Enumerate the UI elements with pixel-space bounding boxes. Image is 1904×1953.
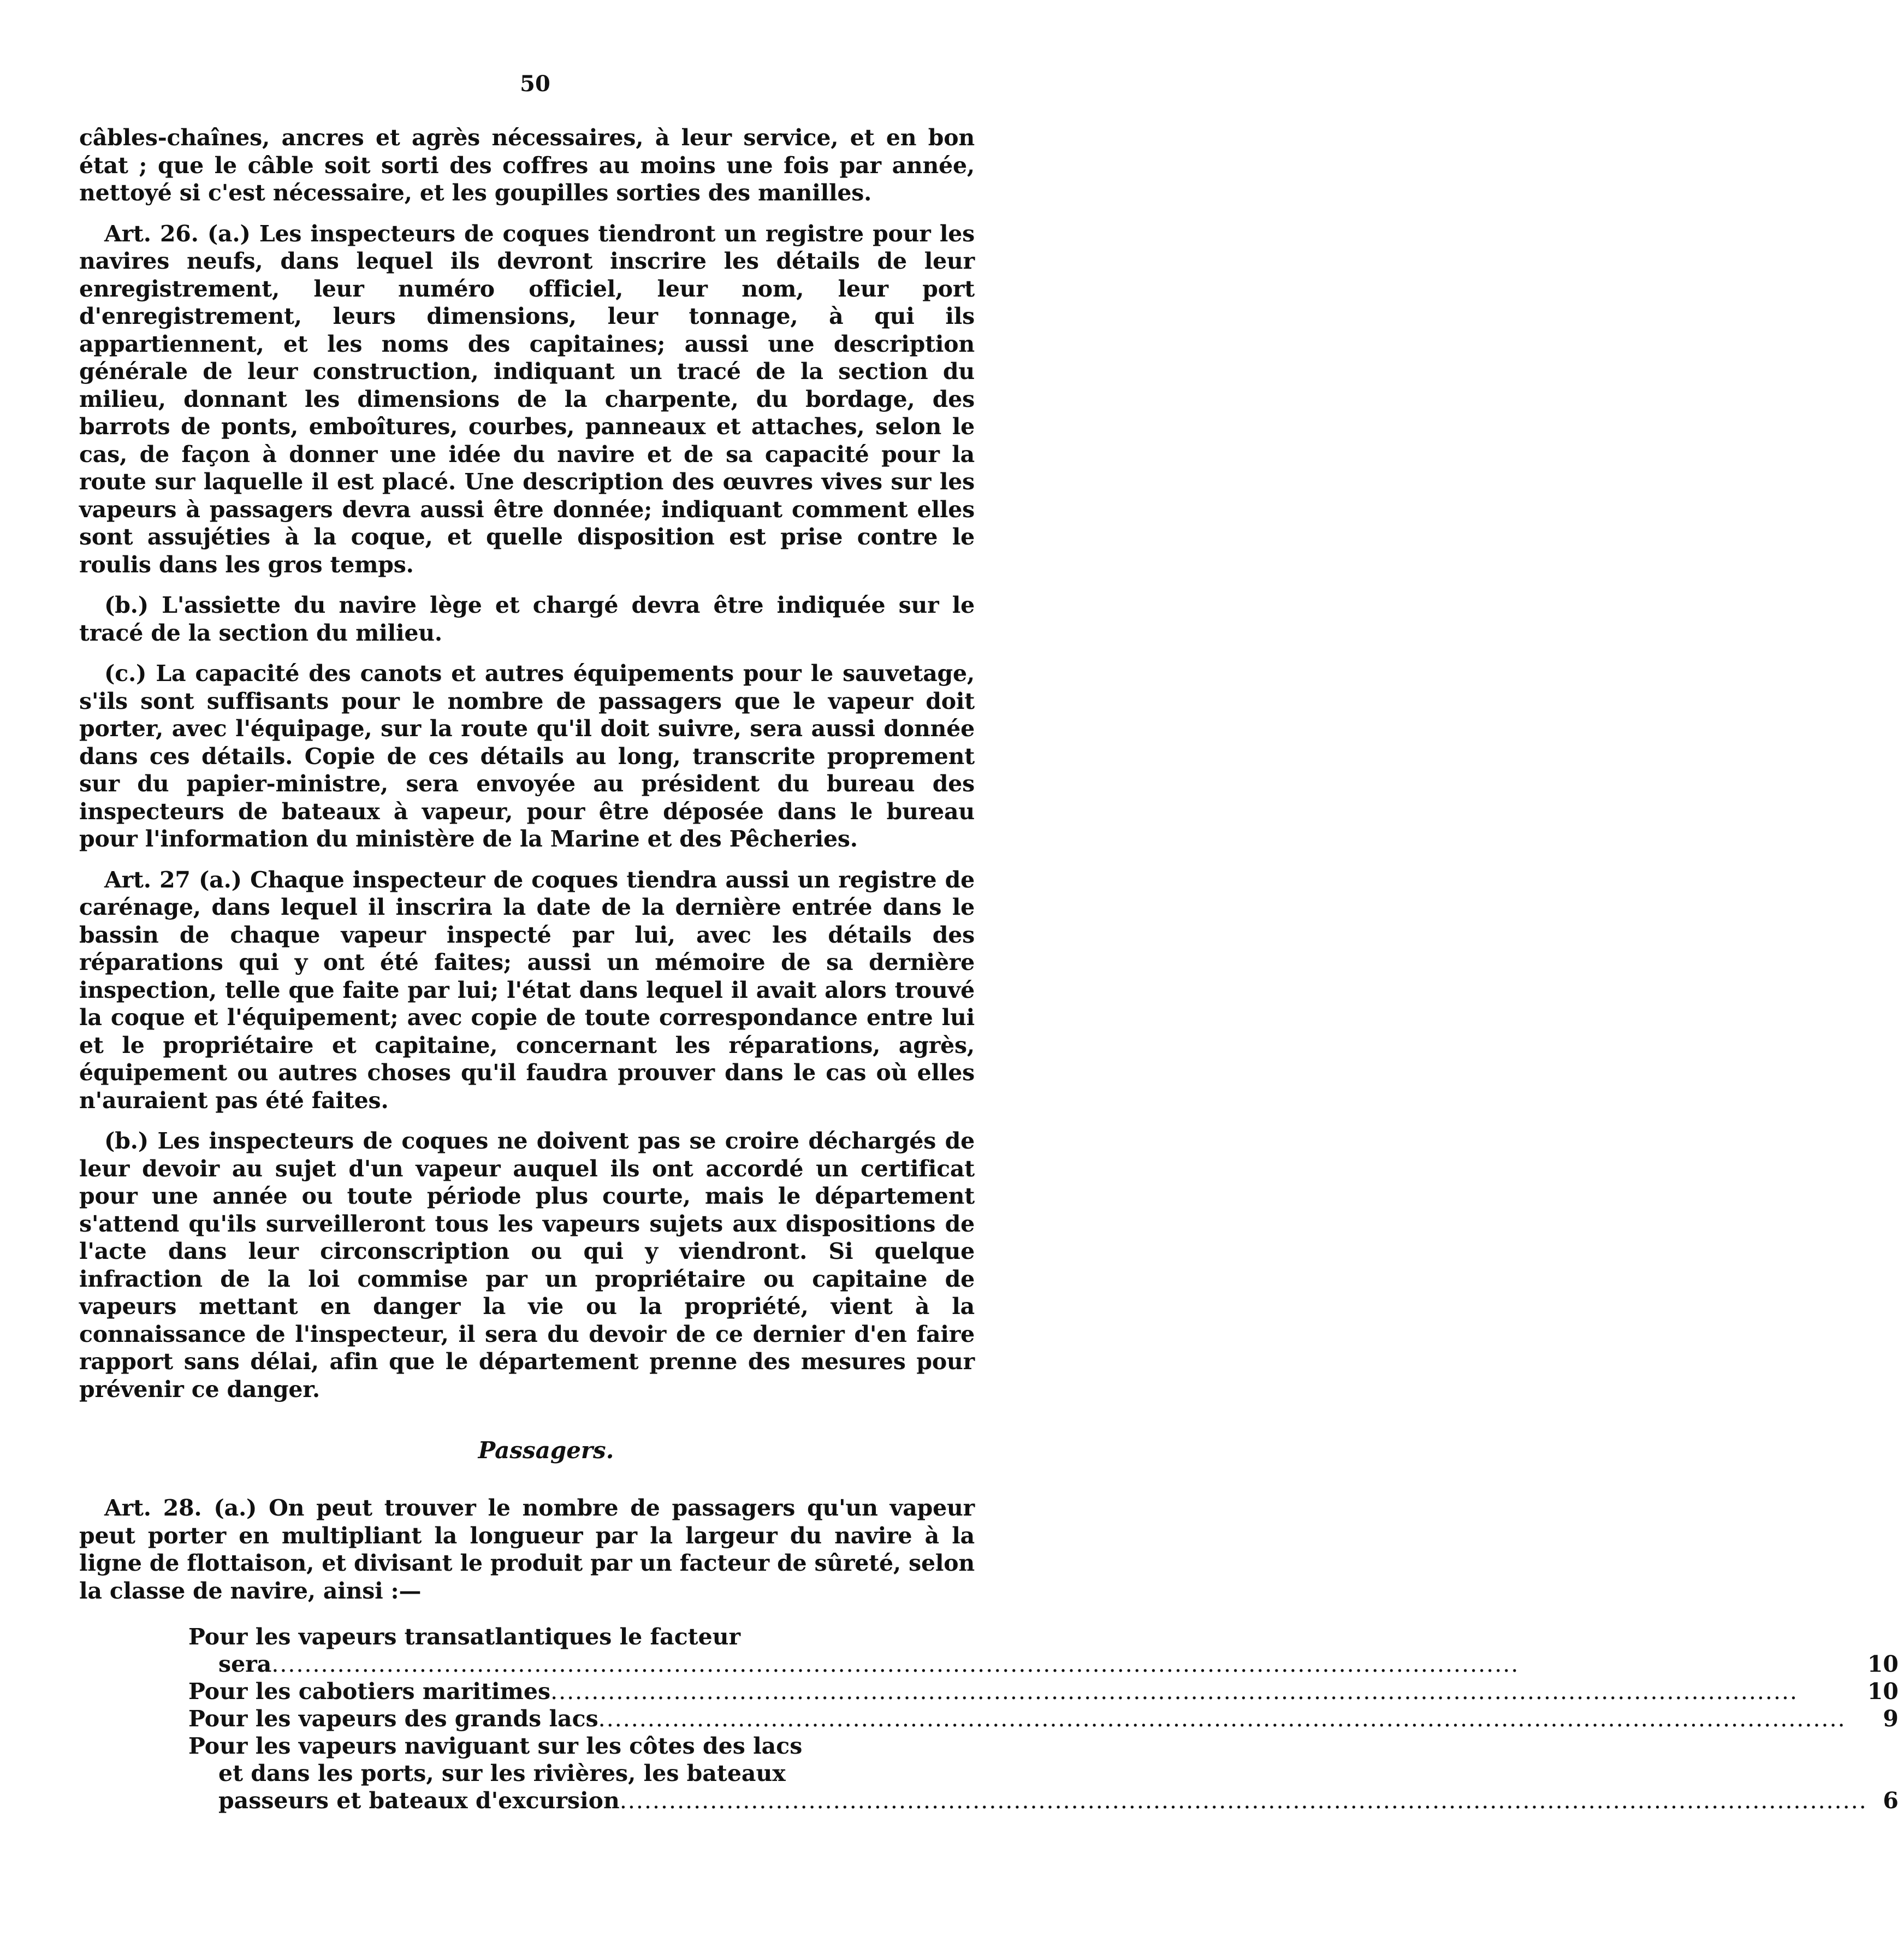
factor-value: 6 (1883, 1788, 1899, 1814)
safety-factor-table (188, 1623, 1904, 1814)
factor-value: 9 (1883, 1706, 1899, 1732)
factor-row-coasters (188, 1678, 1904, 1705)
factor-label-line: Pour les vapeurs naviguant sur les côtes des lacs (188, 1733, 803, 1759)
paragraph-art-27-a: Art. 27 (a.) Chaque inspecteur de coques tiendra aussi un registre de carénage, dans lequel il inscrira la date de la dernière entrée dans le bassin de chaque vapeur inspecté par lui, avec les détails des réparations qui y ont été faites; aussi un mémoire de sa dernière inspection, telle que faite par lui; l'état dans lequel il avait alors trouvé la coque et l'équipement; avec copie de toute correspondance entre lui et le propriétaire et capitaine, concernant les réparations, agrès, équipement ou autres choses qu'il faudra prouver dans le cas où elles n'auraient pas été faites. (79, 866, 975, 1114)
document-page (79, 71, 1899, 1814)
paragraph-art-26-b: (b.) L'assiette du navire lège et chargé devra être indiquée sur le tracé de la section du milieu. (79, 592, 975, 646)
factor-row-coastal-lakes (188, 1732, 1904, 1814)
factor-label-line: Pour les vapeurs des grands lacs (188, 1706, 598, 1732)
factor-label-line: Pour les cabotiers maritimes (188, 1678, 551, 1705)
paragraph-art-28-a: Art. 28. (a.) On peut trouver le nombre de passagers qu'un vapeur peut porter en multipliant la longueur par la largeur du navire à la ligne de flottaison, et divisant le produit par un facteur de sûreté, selon la classe de navire, ainsi :— (79, 1495, 975, 1604)
factor-value: 10 (1867, 1651, 1899, 1677)
page-number: 50 (520, 71, 550, 97)
section-heading-passagers: Passagers. (478, 1437, 614, 1464)
paragraph-art-26-c: (c.) La capacité des canots et autres équipements pour le sauvetage, s'ils sont suffisants pour le nombre de passagers que le vapeur doit porter, avec l'équipage, sur la route qu'il doit suivre, sera aussi donnée dans ces détails. Copie de ces détails au long, transcrite proprement sur du papier-ministre, sera envoyée au président du bureau des inspecteurs de bateaux à vapeur, pour être déposée dans le bureau pour l'information du ministère de la Marine et des Pêcheries. (79, 660, 975, 852)
leader-dots (620, 1787, 1867, 1814)
factor-label-line: Pour les vapeurs transatlantiques le facteur (188, 1624, 741, 1650)
factor-row-transatlantic (188, 1623, 1904, 1678)
leader-dots (271, 1650, 1867, 1678)
factor-label-line: et dans les ports, sur les rivières, les bateaux (218, 1760, 786, 1786)
paragraph-art-27-b: (b.) Les inspecteurs de coques ne doivent pas se croire déchargés de leur devoir au sujet d'un vapeur auquel ils ont accordé un certificat pour une année ou toute période plus courte, mais le département s'attend qu'ils surveilleront tous les vapeurs sujets aux dispositions de l'acte dans leur circonscription ou qui y viendront. Si quelque infraction de la loi commise par un propriétaire ou capitaine de vapeurs mettant en danger la vie ou la propriété, vient à la connaissance de l'inspecteur, il sera du devoir de ce dernier d'en faire rapport sans délai, afin que le département prenne des mesures pour prévenir ce danger. (79, 1128, 975, 1402)
factor-label-line: sera (218, 1651, 272, 1677)
paragraph-continuation: câbles-chaînes, ancres et agrès nécessaires, à leur service, et en bon état ; que le câble soit sorti des coffres au moins une fois par année, nettoyé si c'est nécessaire, et les goupilles sorties des manilles. (79, 125, 975, 206)
factor-value: 10 (1867, 1678, 1899, 1705)
factor-label-line: passeurs et bateaux d'excursion (218, 1788, 620, 1814)
leader-dots (550, 1678, 1867, 1705)
paragraph-art-26-a: Art. 26. (a.) Les inspecteurs de coques tiendront un registre pour les navires neufs, dans lequel ils devront inscrire les détails de leur enregistrement, leur numéro officiel, leur nom, leur port d'enregistrement, leurs dimensions, leur tonnage, à qui ils appartiennent, et les noms des capitaines; aussi une description générale de leur construction, indiquant un tracé de la section du milieu, donnant les dimensions de la charpente, du bordage, des barrots de ponts, emboîtures, courbes, panneaux et attaches, selon le cas, de façon à donner une idée du navire et de sa capacité pour la route sur laquelle il est placé. Une description des œuvres vives sur les vapeurs à passagers devra aussi être donnée; indiquant comment elles sont assujéties à la coque, et quelle disposition est prise contre le roulis dans les gros temps. (79, 220, 975, 578)
leader-dots (598, 1705, 1867, 1732)
factor-row-great-lakes (188, 1705, 1904, 1732)
